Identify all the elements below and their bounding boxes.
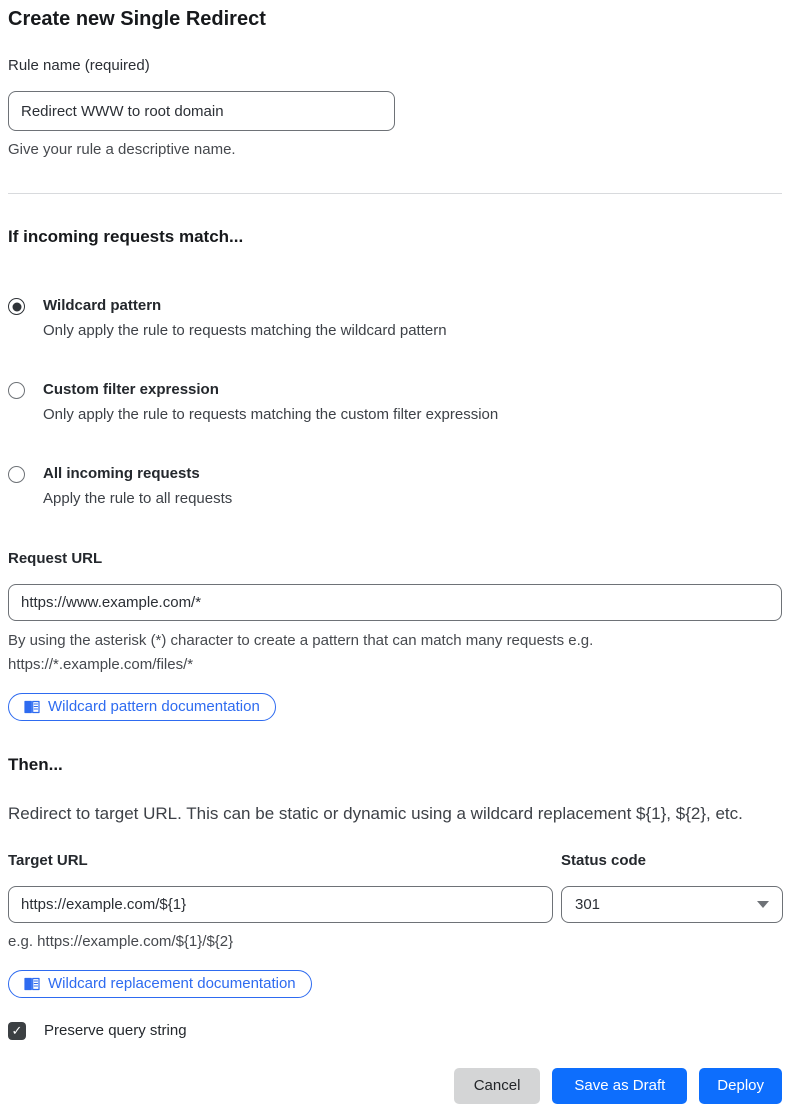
- target-url-label: Target URL: [8, 851, 88, 869]
- target-url-input[interactable]: [8, 886, 553, 923]
- target-url-status-code-row: [8, 852, 782, 923]
- rule-name-helper: Give your rule a descriptive name.: [8, 141, 236, 158]
- target-url-helper: e.g. https://example.com/${1}/${2}: [8, 932, 234, 950]
- radio-label-wildcard-pattern[interactable]: Wildcard pattern: [43, 297, 162, 315]
- wildcard-pattern-documentation-button[interactable]: [8, 693, 276, 721]
- radio-button-all-incoming-requests[interactable]: [8, 466, 25, 483]
- radio-label-custom-filter-expression[interactable]: Custom filter expression: [43, 381, 219, 399]
- request-url-helper-line2: https://*.example.com/files/*: [8, 655, 194, 673]
- status-code-select[interactable]: [561, 886, 783, 923]
- request-url-helper-line1: By using the asterisk (*) character to create a pattern that can match many requests e.g.: [8, 632, 594, 650]
- doc-button-label: Wildcard replacement documentation: [48, 975, 296, 993]
- rule-name-input[interactable]: [8, 91, 395, 131]
- doc-button-label: Wildcard pattern documentation: [48, 698, 260, 716]
- form-footer: [8, 1068, 782, 1104]
- request-url-label: Request URL: [8, 550, 103, 568]
- then-section-heading: Then...: [8, 754, 63, 774]
- chevron-down-icon: [757, 901, 769, 908]
- match-section-heading: If incoming requests match...: [8, 227, 244, 247]
- preserve-query-string-label[interactable]: Preserve query string: [44, 1022, 187, 1040]
- status-code-selected-value: 301: [575, 895, 601, 913]
- radio-option-custom-filter-expression[interactable]: [8, 379, 782, 426]
- section-divider: [8, 193, 782, 194]
- preserve-query-string-checkbox[interactable]: ✓: [8, 1022, 26, 1040]
- request-url-helper: [8, 629, 782, 676]
- page-title: Create new Single Redirect: [8, 8, 266, 30]
- then-section-description: Redirect to target URL. This can be static or dynamic using a wildcard replacement ${1}, ${2}, etc.: [8, 803, 743, 823]
- status-code-label: Status code: [561, 851, 647, 869]
- open-book-icon: [24, 977, 40, 991]
- rule-name-label: Rule name (required): [8, 57, 150, 74]
- radio-description-all-incoming-requests: Apply the rule to all requests: [43, 490, 233, 507]
- radio-description-custom-filter-expression: Only apply the rule to requests matching the custom filter expression: [43, 406, 499, 423]
- request-url-input[interactable]: [8, 584, 782, 621]
- radio-description-wildcard-pattern: Only apply the rule to requests matching the wildcard pattern: [43, 322, 447, 339]
- open-book-icon: [24, 700, 40, 714]
- wildcard-replacement-documentation-button[interactable]: [8, 970, 312, 998]
- deploy-button[interactable]: Deploy: [699, 1068, 782, 1104]
- radio-label-all-incoming-requests[interactable]: All incoming requests: [43, 465, 200, 483]
- radio-option-all-incoming-requests[interactable]: [8, 463, 782, 510]
- radio-button-custom-filter-expression[interactable]: [8, 382, 25, 399]
- save-as-draft-button[interactable]: Save as Draft: [552, 1068, 687, 1104]
- match-type-radio-group: [8, 295, 782, 510]
- cancel-button[interactable]: Cancel: [454, 1068, 541, 1104]
- radio-option-wildcard-pattern[interactable]: [8, 295, 782, 342]
- radio-button-wildcard-pattern[interactable]: [8, 298, 25, 315]
